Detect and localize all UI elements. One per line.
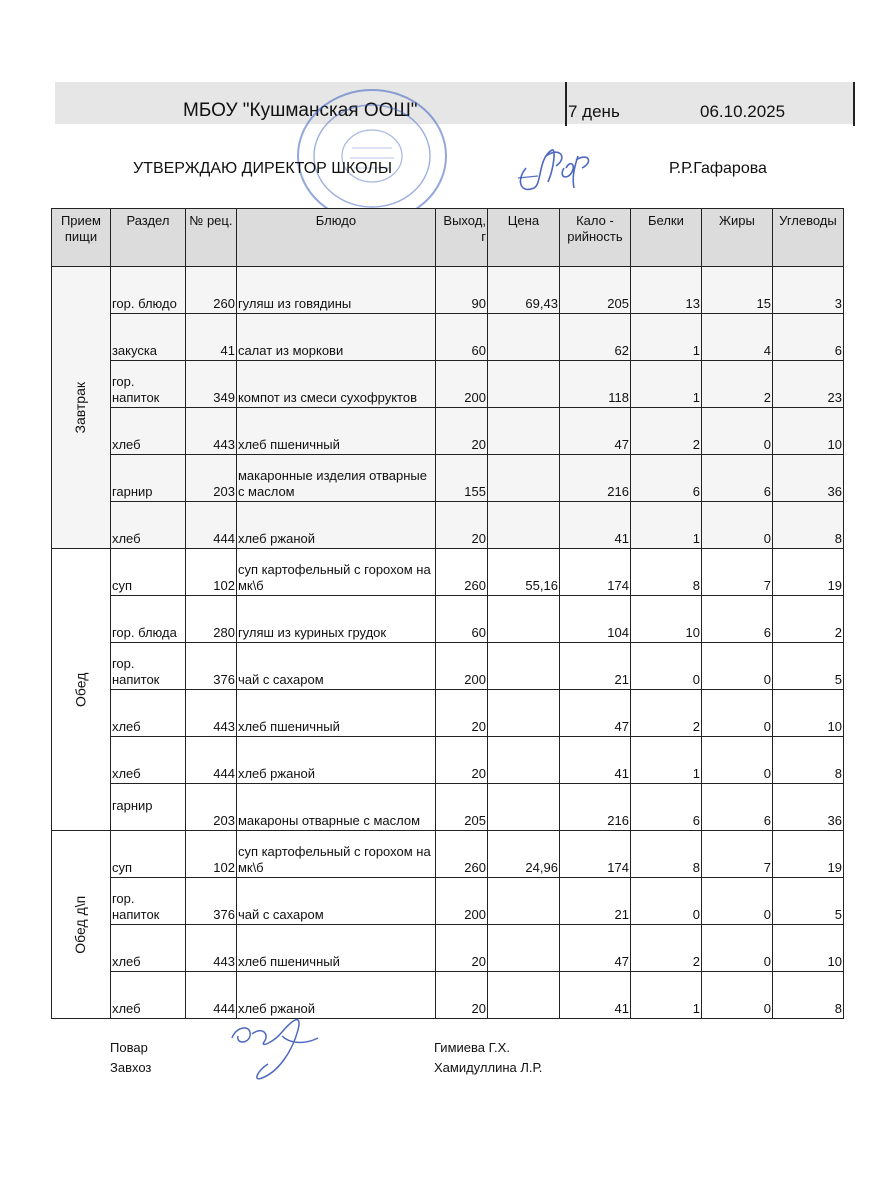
cell-section: гор. блюда bbox=[110, 596, 185, 643]
cell-protein: 2 bbox=[630, 690, 701, 737]
cell-fat: 0 bbox=[701, 408, 772, 455]
cell-protein: 0 bbox=[630, 643, 701, 690]
cell-yield: 20 bbox=[435, 972, 487, 1019]
approval-line: УТВЕРЖДАЮ ДИРЕКТОР ШКОЛЫ bbox=[133, 160, 393, 177]
cell-price bbox=[487, 784, 559, 831]
cell-yield: 60 bbox=[435, 596, 487, 643]
col-fat: Жиры bbox=[701, 209, 772, 267]
cell-recipe: 280 bbox=[185, 596, 236, 643]
cell-dish: гуляш из говядины bbox=[236, 267, 435, 314]
cell-carbs: 10 bbox=[772, 408, 843, 455]
meal-name: Обед д\п bbox=[72, 895, 89, 954]
cell-price bbox=[487, 408, 559, 455]
cook-name: Гимиева Г.Х. bbox=[434, 1040, 510, 1055]
cell-carbs: 10 bbox=[772, 690, 843, 737]
col-protein: Белки bbox=[630, 209, 701, 267]
cell-protein: 1 bbox=[630, 737, 701, 784]
cell-section: хлеб bbox=[110, 502, 185, 549]
school-name: МБОУ "Кушманская ООШ" bbox=[183, 100, 418, 121]
cell-dish: хлеб пшеничный bbox=[236, 925, 435, 972]
cook-signature bbox=[222, 1012, 327, 1084]
cook-label: Повар bbox=[110, 1040, 148, 1055]
cell-dish: хлеб ржаной bbox=[236, 502, 435, 549]
cell-fat: 15 bbox=[701, 267, 772, 314]
col-price: Цена bbox=[487, 209, 559, 267]
header-divider-left bbox=[565, 82, 567, 126]
table-row bbox=[52, 408, 844, 455]
table-row bbox=[52, 267, 844, 314]
cell-section: хлеб bbox=[110, 925, 185, 972]
cell-yield: 20 bbox=[435, 690, 487, 737]
table-header-row bbox=[52, 209, 844, 267]
cell-carbs: 6 bbox=[772, 314, 843, 361]
table-row bbox=[52, 502, 844, 549]
col-recipe: № рец. bbox=[185, 209, 236, 267]
cell-recipe: 203 bbox=[185, 455, 236, 502]
manager-label: Завхоз bbox=[110, 1060, 152, 1075]
cell-fat: 4 bbox=[701, 314, 772, 361]
cell-price bbox=[487, 361, 559, 408]
cell-dish: макароны отварные с маслом bbox=[236, 784, 435, 831]
cell-calories: 174 bbox=[559, 549, 630, 596]
cell-calories: 216 bbox=[559, 784, 630, 831]
cell-yield: 90 bbox=[435, 267, 487, 314]
cell-price bbox=[487, 502, 559, 549]
cell-yield: 20 bbox=[435, 502, 487, 549]
cell-fat: 6 bbox=[701, 455, 772, 502]
cell-fat: 6 bbox=[701, 596, 772, 643]
cell-carbs: 2 bbox=[772, 596, 843, 643]
lunch-free-group bbox=[52, 831, 844, 1019]
cell-carbs: 8 bbox=[772, 502, 843, 549]
cell-recipe: 443 bbox=[185, 925, 236, 972]
cell-price: 55,16 bbox=[487, 549, 559, 596]
cell-carbs: 19 bbox=[772, 549, 843, 596]
col-dish: Блюдо bbox=[236, 209, 435, 267]
cell-section: хлеб bbox=[110, 408, 185, 455]
cell-price bbox=[487, 972, 559, 1019]
table-row bbox=[52, 690, 844, 737]
cell-recipe: 260 bbox=[185, 267, 236, 314]
cell-calories: 47 bbox=[559, 408, 630, 455]
cell-carbs: 19 bbox=[772, 831, 843, 878]
day-label: 7 день bbox=[568, 102, 620, 121]
cell-fat: 0 bbox=[701, 690, 772, 737]
meal-name: Завтрак bbox=[72, 381, 89, 434]
cell-dish: салат из моркови bbox=[236, 314, 435, 361]
col-calories: Кало - рийность bbox=[559, 209, 630, 267]
cell-price bbox=[487, 878, 559, 925]
menu-date: 06.10.2025 bbox=[700, 102, 786, 121]
cell-recipe: 102 bbox=[185, 549, 236, 596]
meal-lunch bbox=[52, 549, 111, 831]
cell-section: хлеб bbox=[110, 972, 185, 1019]
cell-calories: 41 bbox=[559, 502, 630, 549]
cell-recipe: 444 bbox=[185, 737, 236, 784]
cell-fat: 2 bbox=[701, 361, 772, 408]
cell-dish: чай с сахаром bbox=[236, 878, 435, 925]
cell-protein: 10 bbox=[630, 596, 701, 643]
menu-table bbox=[51, 208, 844, 1019]
manager-name: Хамидуллина Л.Р. bbox=[434, 1060, 543, 1075]
cell-fat: 7 bbox=[701, 831, 772, 878]
cell-fat: 0 bbox=[701, 972, 772, 1019]
cell-fat: 6 bbox=[701, 784, 772, 831]
cell-carbs: 36 bbox=[772, 784, 843, 831]
cell-calories: 104 bbox=[559, 596, 630, 643]
cell-price bbox=[487, 455, 559, 502]
cell-yield: 205 bbox=[435, 784, 487, 831]
cell-dish: макаронные изделия отварные с маслом bbox=[236, 455, 435, 502]
school-stamp bbox=[292, 86, 452, 226]
cell-section: суп bbox=[110, 831, 185, 878]
cell-dish: хлеб пшеничный bbox=[236, 408, 435, 455]
cell-recipe: 376 bbox=[185, 643, 236, 690]
cell-carbs: 36 bbox=[772, 455, 843, 502]
cell-fat: 0 bbox=[701, 502, 772, 549]
cell-protein: 8 bbox=[630, 549, 701, 596]
cell-calories: 41 bbox=[559, 972, 630, 1019]
cell-dish: суп картофельный с горохом на мк\б bbox=[236, 549, 435, 596]
cell-carbs: 10 bbox=[772, 925, 843, 972]
table-row bbox=[52, 549, 844, 596]
cell-fat: 0 bbox=[701, 737, 772, 784]
cell-section: хлеб bbox=[110, 690, 185, 737]
cell-price: 69,43 bbox=[487, 267, 559, 314]
cell-recipe: 444 bbox=[185, 972, 236, 1019]
cell-yield: 20 bbox=[435, 925, 487, 972]
cell-section: закуска bbox=[110, 314, 185, 361]
table-row bbox=[52, 455, 844, 502]
cell-protein: 1 bbox=[630, 361, 701, 408]
cell-yield: 60 bbox=[435, 314, 487, 361]
table-row bbox=[52, 596, 844, 643]
cell-calories: 174 bbox=[559, 831, 630, 878]
cell-protein: 1 bbox=[630, 314, 701, 361]
cell-calories: 118 bbox=[559, 361, 630, 408]
col-carbs: Углеводы bbox=[772, 209, 843, 267]
cell-dish: компот из смеси сухофруктов bbox=[236, 361, 435, 408]
cell-protein: 6 bbox=[630, 784, 701, 831]
cell-recipe: 349 bbox=[185, 361, 236, 408]
cell-calories: 41 bbox=[559, 737, 630, 784]
cell-protein: 6 bbox=[630, 455, 701, 502]
cell-fat: 0 bbox=[701, 925, 772, 972]
lunch-group bbox=[52, 549, 844, 831]
cell-recipe: 444 bbox=[185, 502, 236, 549]
cell-recipe: 102 bbox=[185, 831, 236, 878]
cell-recipe: 443 bbox=[185, 690, 236, 737]
meal-breakfast bbox=[52, 267, 111, 549]
cell-protein: 0 bbox=[630, 878, 701, 925]
cell-price bbox=[487, 925, 559, 972]
cell-protein: 1 bbox=[630, 972, 701, 1019]
cell-fat: 7 bbox=[701, 549, 772, 596]
cell-calories: 47 bbox=[559, 690, 630, 737]
cell-dish: суп картофельный с горохом на мк\б bbox=[236, 831, 435, 878]
cell-protein: 8 bbox=[630, 831, 701, 878]
cell-calories: 47 bbox=[559, 925, 630, 972]
cell-dish: гуляш из куриных грудок bbox=[236, 596, 435, 643]
table-row bbox=[52, 784, 844, 831]
col-section: Раздел bbox=[110, 209, 185, 267]
cell-dish: чай с сахаром bbox=[236, 643, 435, 690]
header-divider-right bbox=[853, 82, 855, 126]
director-signature bbox=[508, 138, 603, 200]
cell-section: хлеб bbox=[110, 737, 185, 784]
cell-section: гарнир bbox=[110, 784, 185, 831]
cell-section: гор. напиток bbox=[110, 643, 185, 690]
cell-protein: 2 bbox=[630, 925, 701, 972]
cell-yield: 20 bbox=[435, 408, 487, 455]
cell-dish: хлеб пшеничный bbox=[236, 690, 435, 737]
col-meal: Прием пищи bbox=[52, 209, 111, 267]
table-row bbox=[52, 361, 844, 408]
table-row bbox=[52, 737, 844, 784]
cell-calories: 21 bbox=[559, 643, 630, 690]
cell-section: гор. напиток bbox=[110, 878, 185, 925]
cell-section: гарнир bbox=[110, 455, 185, 502]
cell-price bbox=[487, 690, 559, 737]
meal-lunch-free bbox=[52, 831, 111, 1019]
cell-price bbox=[487, 643, 559, 690]
table-row bbox=[52, 972, 844, 1019]
cell-recipe: 376 bbox=[185, 878, 236, 925]
table-row bbox=[52, 831, 844, 878]
cell-calories: 205 bbox=[559, 267, 630, 314]
cell-fat: 0 bbox=[701, 878, 772, 925]
cell-recipe: 443 bbox=[185, 408, 236, 455]
table-row bbox=[52, 314, 844, 361]
cell-protein: 13 bbox=[630, 267, 701, 314]
cell-dish: хлеб ржаной bbox=[236, 972, 435, 1019]
cell-yield: 200 bbox=[435, 878, 487, 925]
cell-dish: хлеб ржаной bbox=[236, 737, 435, 784]
cell-yield: 260 bbox=[435, 831, 487, 878]
cell-carbs: 23 bbox=[772, 361, 843, 408]
cell-calories: 62 bbox=[559, 314, 630, 361]
cell-section: гор. напиток bbox=[110, 361, 185, 408]
cell-yield: 200 bbox=[435, 361, 487, 408]
cell-fat: 0 bbox=[701, 643, 772, 690]
cell-price: 24,96 bbox=[487, 831, 559, 878]
breakfast-group bbox=[52, 267, 844, 549]
cell-yield: 20 bbox=[435, 737, 487, 784]
cell-yield: 200 bbox=[435, 643, 487, 690]
cell-carbs: 3 bbox=[772, 267, 843, 314]
cell-section: гор. блюдо bbox=[110, 267, 185, 314]
cell-carbs: 8 bbox=[772, 972, 843, 1019]
cell-carbs: 8 bbox=[772, 737, 843, 784]
cell-carbs: 5 bbox=[772, 878, 843, 925]
cell-recipe: 41 bbox=[185, 314, 236, 361]
cell-yield: 155 bbox=[435, 455, 487, 502]
cell-yield: 260 bbox=[435, 549, 487, 596]
director-name: Р.Р.Гафарова bbox=[669, 160, 767, 177]
cell-protein: 2 bbox=[630, 408, 701, 455]
cell-calories: 21 bbox=[559, 878, 630, 925]
table-row bbox=[52, 925, 844, 972]
cell-protein: 1 bbox=[630, 502, 701, 549]
cell-price bbox=[487, 737, 559, 784]
cell-recipe: 203 bbox=[185, 784, 236, 831]
table-row bbox=[52, 643, 844, 690]
cell-price bbox=[487, 314, 559, 361]
cell-calories: 216 bbox=[559, 455, 630, 502]
table-row bbox=[52, 878, 844, 925]
cell-section: суп bbox=[110, 549, 185, 596]
col-yield: Выход, г bbox=[435, 209, 487, 267]
cell-carbs: 5 bbox=[772, 643, 843, 690]
cell-price bbox=[487, 596, 559, 643]
meal-name: Обед bbox=[72, 672, 89, 707]
